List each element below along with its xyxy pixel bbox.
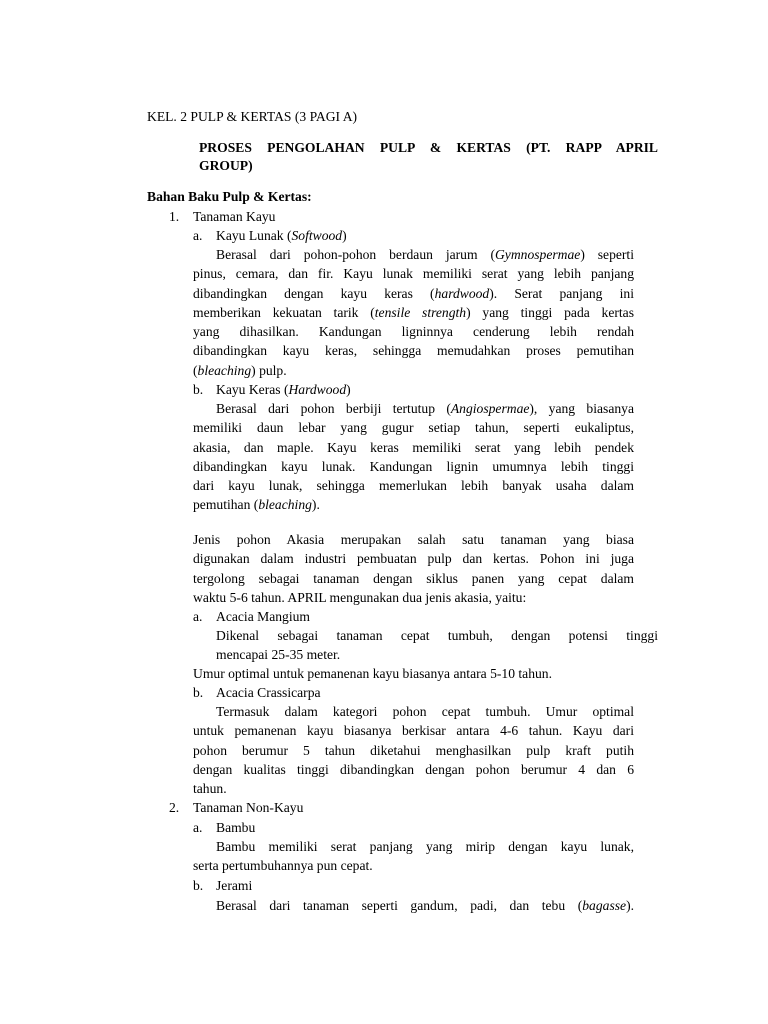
paragraph-line [193,341,634,360]
line-text: Bambu memiliki serat panjang yang mirip dengan kayu lunak, [216,839,634,854]
line-text: mencapai 25-35 meter. [216,647,341,663]
line-text: untuk pemanenan kayu biasanya berkisar antara 4-6 tahun. Kayu dari [193,723,634,739]
sublist-letter-b: b. [193,878,204,893]
label-text: Kayu Keras ( [216,382,289,397]
label-text: ) [342,228,347,243]
line-text: Termasuk dalam kategori pohon cepat tumbuh. Umur optimal [216,704,634,719]
line-text: yang dihasilkan. Kandungan ligninnya cenderung lebih rendah [193,324,634,340]
line-text: dengan kualitas tinggi dibandingkan dengan pohon berumur 4 dan 6 [193,761,634,777]
sublist-item-kayu-keras [216,380,351,399]
line-text: pemutihan ( [193,497,259,513]
document-title [199,139,658,174]
sublist-item-acacia-crassicarpa: Acacia Crassicarpa [216,685,321,700]
paragraph-line [193,457,634,476]
section-heading: Bahan Baku Pulp & Kertas: [147,189,312,204]
sublist-letter-a: a. [193,609,203,624]
paragraph-line [193,245,634,264]
line-text: Berasal dari tanaman seperti gandum, padi, dan tebu ( [216,898,583,913]
paragraph-line [193,322,634,341]
sublist-letter-a: a. [193,820,203,835]
line-text: ). Serat panjang ini [489,285,634,301]
line-text: ). [626,898,634,913]
sublist-item-bambu: Bambu [216,820,256,835]
paragraph-line [193,399,634,418]
line-text: dibandingkan kayu lunak. Kandungan lignin umumnya lebih tinggi [193,458,634,474]
line-text: Jenis pohon Akasia merupakan salah satu tanaman yang biasa [193,532,634,547]
line-text: waktu 5-6 tahun. APRIL mengunakan dua jenis akasia, yaitu: [193,589,527,605]
paragraph-line [193,418,634,437]
line-text: ( [193,362,198,378]
italic-term: Angiospermae [450,401,530,416]
sublist-letter-b: b. [193,382,204,397]
paragraph-line [193,530,634,549]
line-text: Berasal dari pohon berbiji tertutup ( [216,401,451,416]
line-text: Dikenal sebagai tanaman cepat tumbuh, dengan potensi tinggi [216,628,658,643]
paragraph-line [193,264,634,283]
line-text: tahun. [193,781,227,797]
line-text: ) seperti [580,247,634,262]
label-text: Kayu Lunak ( [216,228,292,243]
paragraph-akasia-intro [193,530,634,607]
italic-term: bagasse [582,898,627,913]
list-number-1: 1. [169,209,180,224]
paragraph-line [193,779,634,798]
paragraph-line [193,549,634,568]
paragraph-line [193,760,634,779]
line-text: dibandingkan kayu keras, sehingga memudahkan proses pemutihan [193,343,634,359]
line-text: memiliki daun lebar yang gugur setiap tahun, seperti eukaliptus, [193,420,634,436]
paragraph-hardwood [193,399,634,515]
line-text: ) pulp. [251,362,287,378]
sublist-item-kayu-lunak [216,226,347,245]
label-italic-term: Hardwood [288,382,347,397]
paragraph-line [193,476,634,495]
sublist-item-jerami: Jerami [216,878,253,893]
sublist-item-acacia-mangium: Acacia Mangium [216,609,310,624]
line-text: serta pertumbuhannya pun cepat. [193,858,373,874]
list-number-2: 2. [169,800,180,815]
list-item-tanaman-kayu: Tanaman Kayu [193,209,276,224]
italic-term: hardwood [434,285,490,301]
line-text: Berasal dari pohon-pohon berdaun jarum ( [216,247,495,262]
line-text: dari kayu lunak, sehingga memerlukan lebih banyak usaha dalam [193,478,634,494]
paragraph-bambu [193,837,634,876]
paragraph-line [193,361,634,380]
paragraph-acacia-crassicarpa [193,702,634,798]
paragraph-line [193,702,634,721]
paragraph-jerami [193,896,634,915]
paragraph-line [193,741,634,760]
line-text: memberikan kekuatan tarik ( [193,304,375,320]
paragraph-line [193,856,634,875]
group-header: KEL. 2 PULP & KERTAS (3 PAGI A) [147,109,358,124]
line-text: tergolong sebagai tanaman dengan siklus panen yang cepat dalam [193,570,634,586]
line-text: ) yang tinggi pada kertas [466,304,635,320]
line-text: ). [311,497,320,513]
line-text: dibandingkan dengan kayu keras ( [193,285,435,301]
label-text: ) [346,382,351,397]
paragraph-line [193,495,634,514]
line-text: pinus, cemara, dan fir. Kayu lunak memiliki serat yang lebih panjang [193,266,634,282]
paragraph-line [193,284,634,303]
paragraph-softwood [193,245,634,380]
label-italic-term: Softwood [291,228,343,243]
paragraph-line [193,438,634,457]
paragraph-line [193,721,634,740]
line-text: ), yang biasanya [529,401,634,416]
italic-term: bleaching [258,497,312,513]
paragraph-line [216,626,658,645]
line-text: pohon berumur 5 tahun diketahui menghasilkan pulp kraft putih [193,742,634,758]
paragraph-line [193,569,634,588]
italic-term: tensile strength [374,304,467,320]
paragraph-line [193,837,634,856]
document-title-line-1: PROSES PENGOLAHAN PULP & KERTAS (PT. RAPP APRIL [199,140,658,155]
paragraph-line [193,896,634,915]
line-text: digunakan dalam industri pembuatan pulp dan kertas. Pohon ini juga [193,551,634,567]
paragraph-line [216,645,658,664]
list-item-tanaman-non-kayu: Tanaman Non-Kayu [193,800,304,815]
line-text: akasia, dan maple. Kayu keras memiliki serat yang lebih pendek [193,439,634,455]
paragraph-line [193,303,634,322]
paragraph-line [193,588,634,607]
italic-term: bleaching [197,362,252,378]
document-title-line-2: GROUP) [199,157,253,173]
paragraph-mangium-harvest: Umur optimal untuk pemanenan kayu biasanya antara 5-10 tahun. [193,666,552,681]
italic-term: Gymnospermae [494,247,581,262]
sublist-letter-b: b. [193,685,204,700]
paragraph-acacia-mangium [216,626,658,665]
sublist-letter-a: a. [193,228,203,243]
